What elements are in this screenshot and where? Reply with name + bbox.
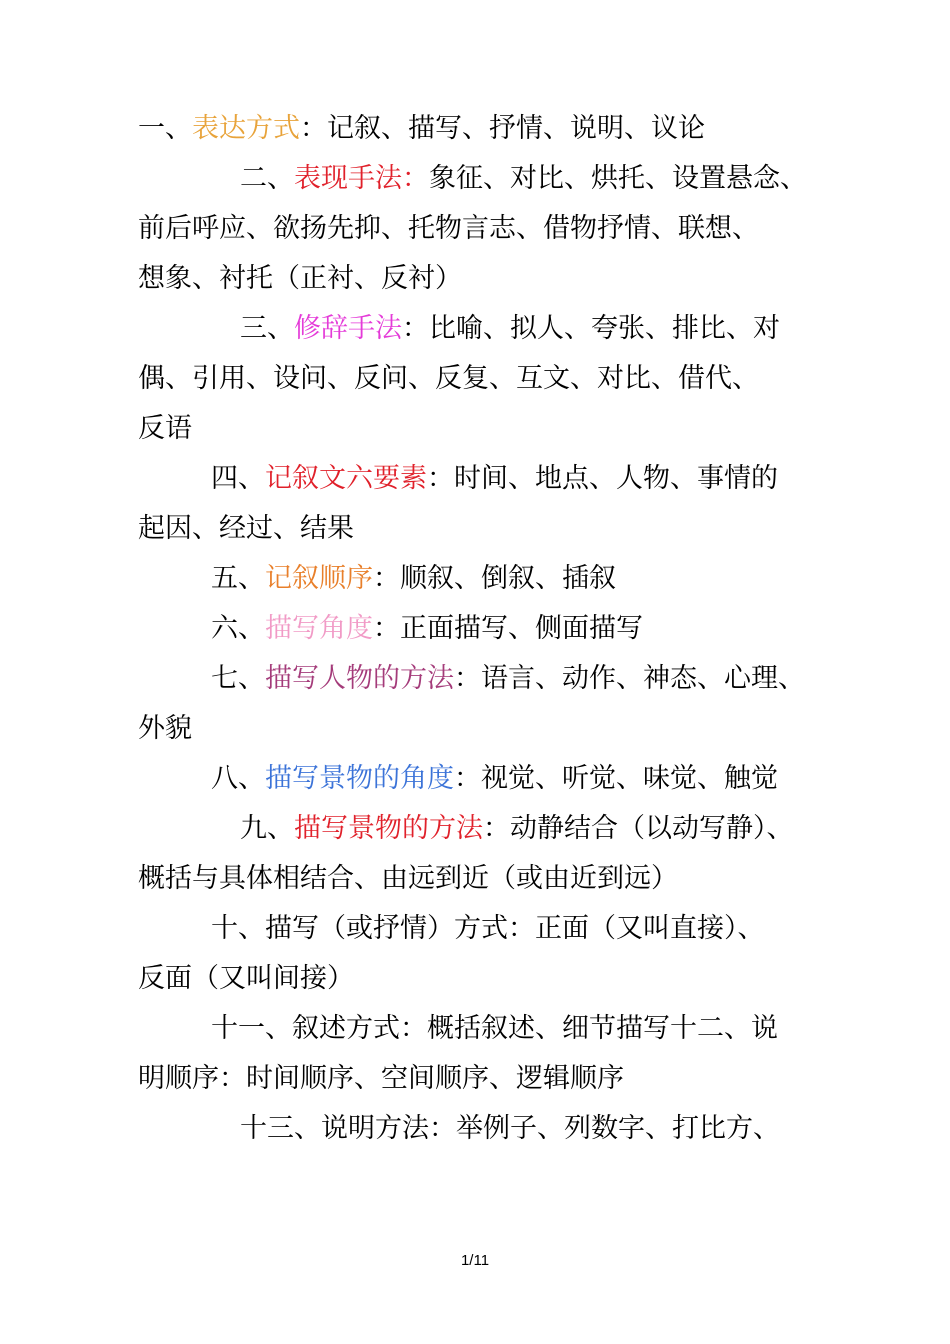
item-3-continuation-2: 反语 <box>138 413 192 444</box>
item-4-term: 记叙文六要素 <box>265 463 427 494</box>
item-10-description-mode: 十、描写（或抒情）方式：正面（又叫直接）、 <box>211 913 765 944</box>
item-9-content: ：动静结合（以动写静）、 <box>483 813 794 844</box>
item-8-scenery-angle <box>211 754 778 804</box>
item-6-content: ：正面描写、侧面描写 <box>373 613 643 644</box>
item-3-number: 三、 <box>240 313 294 344</box>
item-8-number: 八、 <box>211 763 265 794</box>
page-number: 1/11 <box>460 1252 490 1269</box>
item-7-continuation: 外貌 <box>138 713 192 744</box>
item-5-number: 五、 <box>211 563 265 594</box>
item-4-six-elements <box>211 454 778 504</box>
item-5-term: 记叙顺序 <box>265 563 373 594</box>
item-3-rhetoric <box>240 304 780 354</box>
item-4-number: 四、 <box>211 463 265 494</box>
item-6-description-angle <box>211 604 643 654</box>
item-9-continuation: 概括与具体相结合、由远到近（或由近到远） <box>138 863 678 894</box>
item-8-content: ：视觉、听觉、味觉、触觉 <box>454 763 778 794</box>
item-1-number: 一、 <box>138 113 192 144</box>
item-12-explanation-order: 明顺序：时间顺序、空间顺序、逻辑顺序 <box>138 1063 624 1094</box>
item-1-content: ：记叙、描写、抒情、说明、议论 <box>300 113 705 144</box>
item-4-content: ：时间、地点、人物、事情的 <box>427 463 778 494</box>
item-5-content: ：顺叙、倒叙、插叙 <box>373 563 616 594</box>
item-2-number: 二、 <box>240 163 294 194</box>
item-7-number: 七、 <box>211 663 265 694</box>
item-13-explanation-methods: 十三、说明方法：举例子、列数字、打比方、 <box>240 1113 780 1144</box>
item-7-content: ：语言、动作、神态、心理、 <box>454 663 805 694</box>
item-9-scenery-methods <box>240 804 794 854</box>
item-7-character-methods <box>211 654 805 704</box>
item-6-number: 六、 <box>211 613 265 644</box>
item-4-continuation: 起因、经过、结果 <box>138 513 354 544</box>
item-1-expression-methods <box>138 104 705 154</box>
item-5-narrative-order <box>211 554 616 604</box>
item-3-term: 修辞手法 <box>294 313 402 344</box>
item-3-content: ：比喻、拟人、夸张、排比、对 <box>402 313 780 344</box>
item-8-term: 描写景物的角度 <box>265 763 454 794</box>
item-9-number: 九、 <box>240 813 294 844</box>
item-10-continuation: 反面（又叫间接） <box>138 963 354 994</box>
item-11-narration-mode: 十一、叙述方式：概括叙述、细节描写十二、说 <box>211 1013 778 1044</box>
item-2-content: 象征、对比、烘托、设置悬念、 <box>429 163 807 194</box>
item-9-term: 描写景物的方法 <box>294 813 483 844</box>
item-2-term: 表现手法： <box>294 163 429 194</box>
item-3-continuation-1: 偶、引用、设问、反问、反复、互文、对比、借代、 <box>138 363 759 394</box>
item-2-expression-techniques <box>240 154 807 204</box>
item-2-continuation-2: 想象、衬托（正衬、反衬） <box>138 263 462 294</box>
item-6-term: 描写角度 <box>265 613 373 644</box>
item-2-continuation-1: 前后呼应、欲扬先抑、托物言志、借物抒情、联想、 <box>138 213 759 244</box>
item-7-term: 描写人物的方法 <box>265 663 454 694</box>
item-1-term: 表达方式 <box>192 113 300 144</box>
